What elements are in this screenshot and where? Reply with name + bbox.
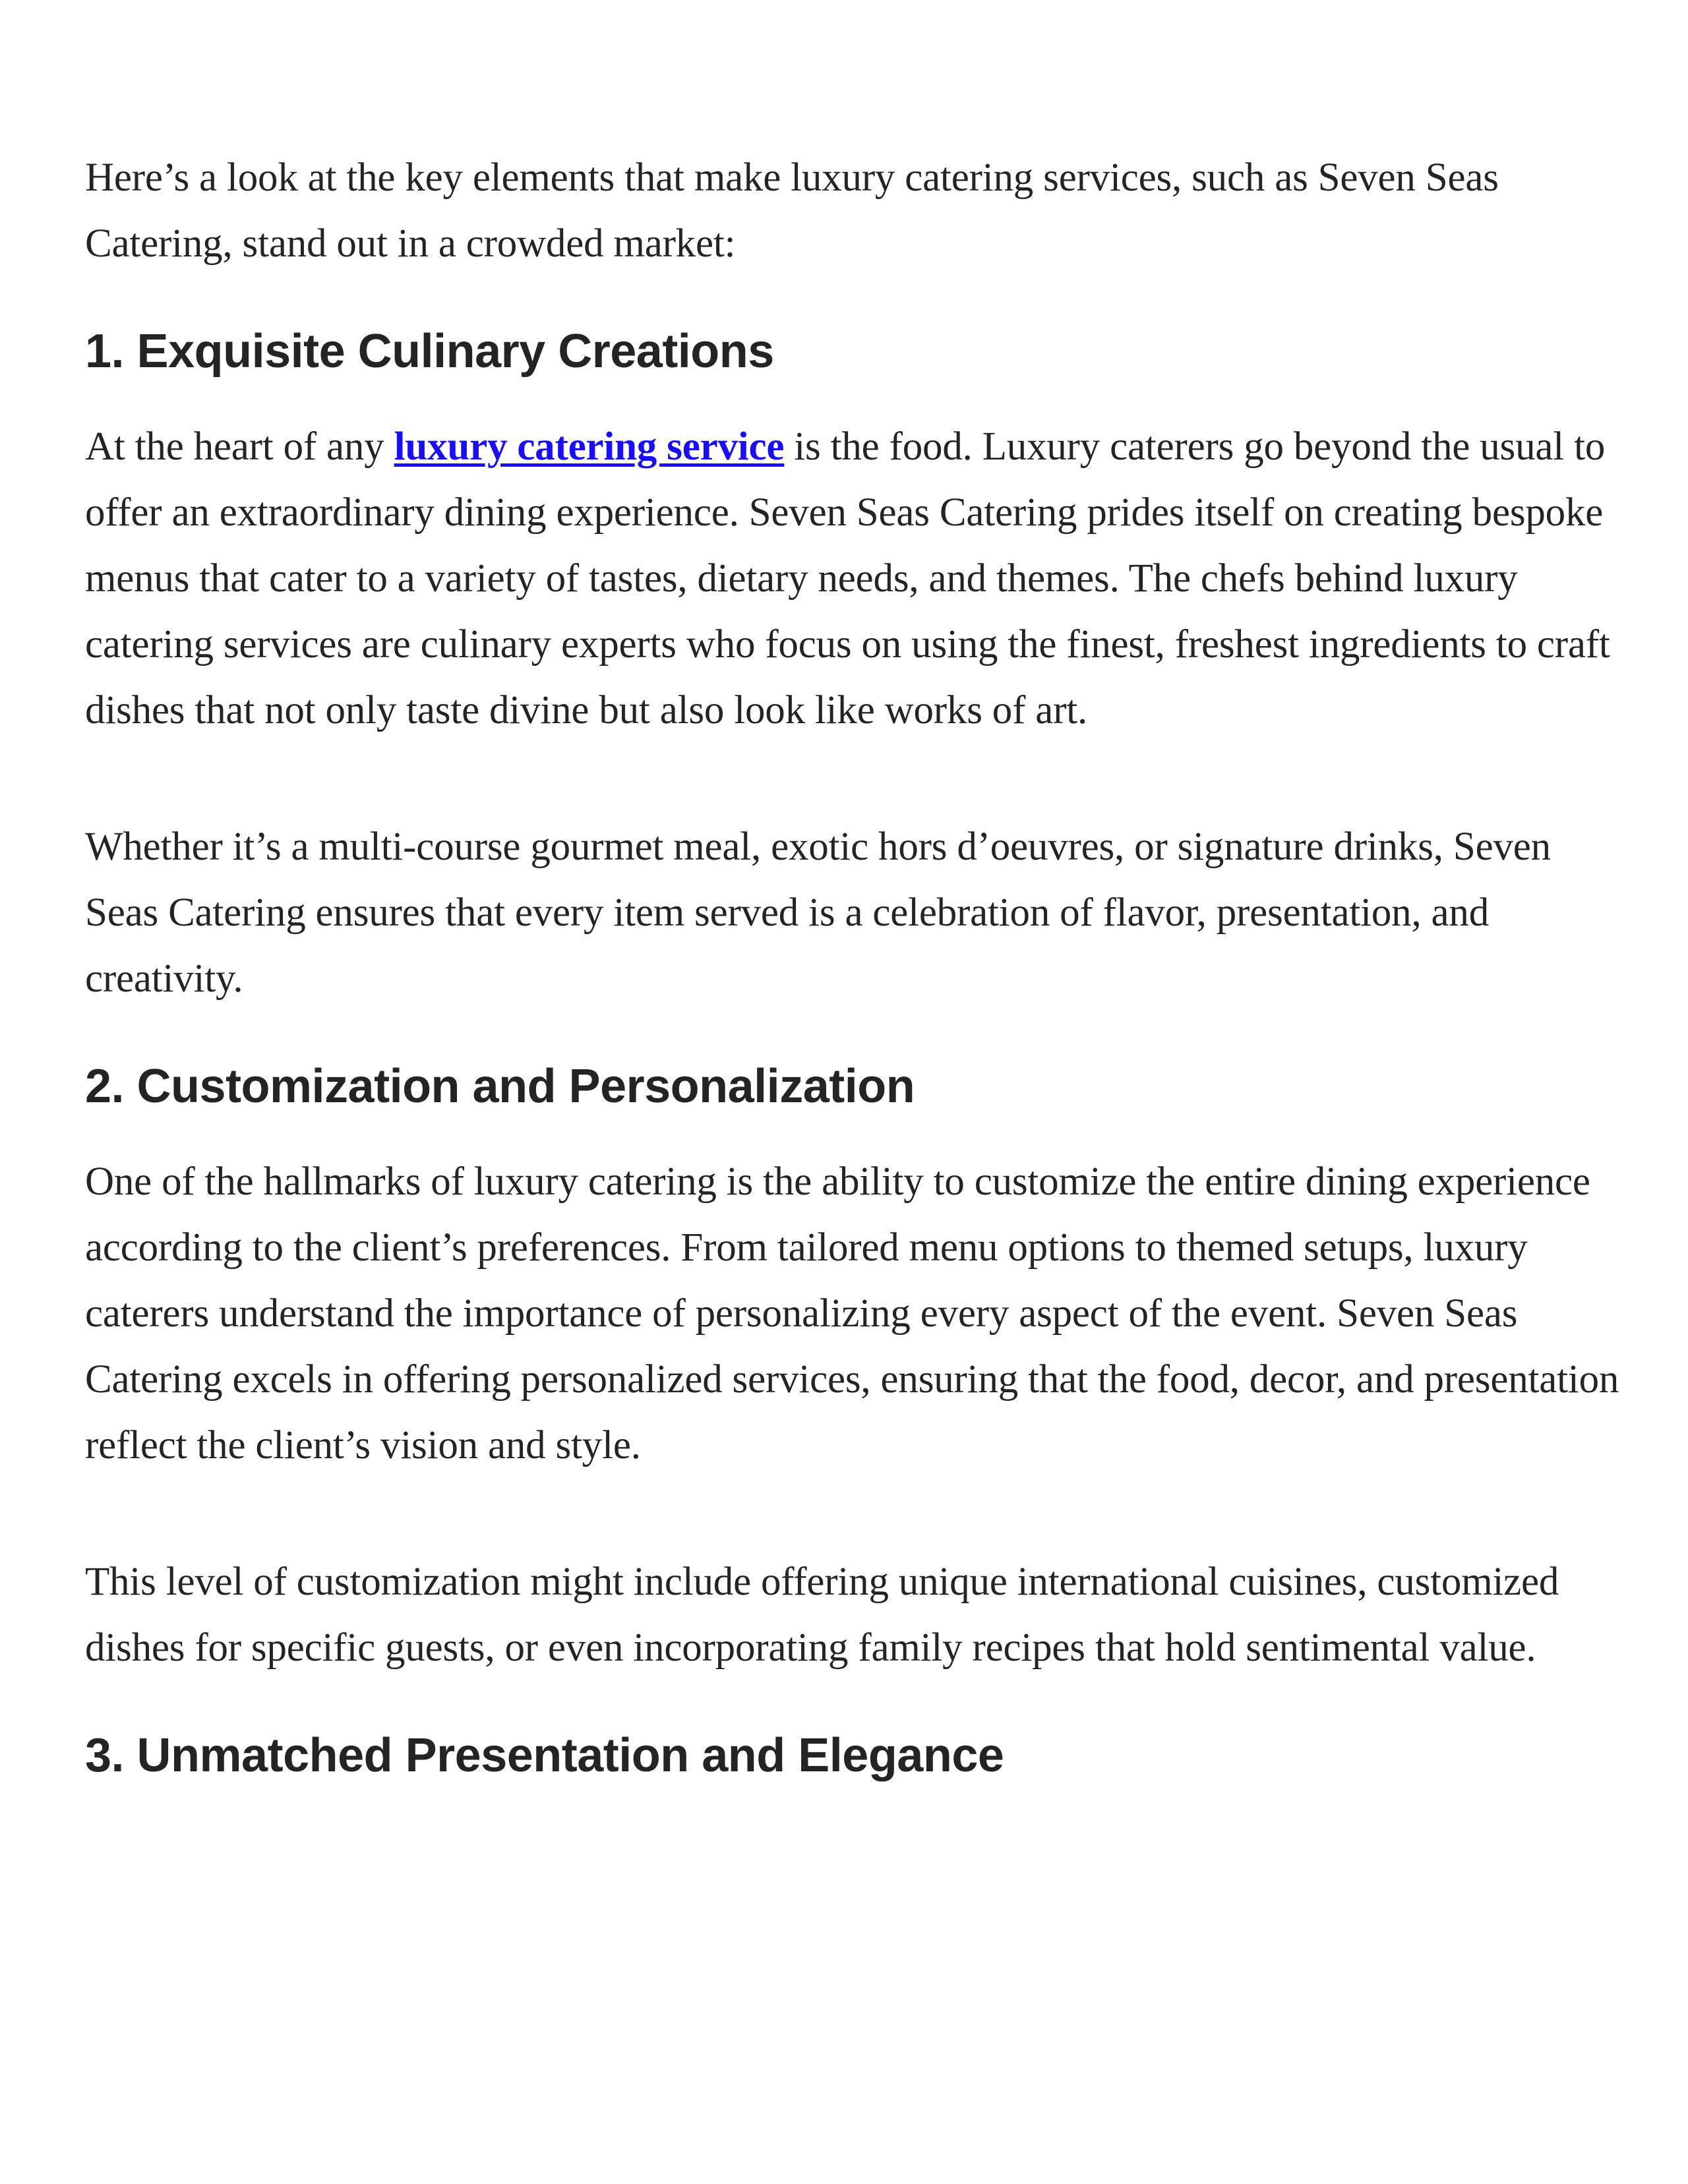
customization-paragraph-1: One of the hallmarks of luxury catering is the ability to customize the entire dining experience according to the client’s preferences. From tailored menu options to themed setups, luxury caterers understand the importance of personalizing every aspect of the event. Seven Seas Catering excels in offering personalized services, ensuring that the food, decor, and presentation reflect the client’s vision and style. xyxy=(85,1160,1619,1467)
section-heading-presentation: 3. Unmatched Presentation and Elegance xyxy=(85,1729,1004,1782)
luxury-catering-service-link[interactable]: luxury catering service xyxy=(394,425,785,469)
article-body xyxy=(85,145,1621,1818)
customization-paragraph-2: This level of customization might include offering unique international cuisines, customized dishes for specific guests, or even incorporating family recipes that hold sentimental value. xyxy=(85,1560,1559,1670)
culinary-paragraph-1-lead: At the heart of any xyxy=(85,425,394,469)
culinary-paragraph-1-rest: is the food. Luxury caterers go beyond the usual to offer an extraordinary dining experience. Seven Seas Catering prides itself on creating bespoke menus that cater to a variety of tastes, dietary needs, and themes. The chefs behind luxury catering services are culinary experts who focus on using the finest, freshest ingredients to craft dishes that not only taste divine but also look like works of art. xyxy=(85,425,1610,732)
section-heading-customization: 2. Customization and Personalization xyxy=(85,1060,915,1113)
culinary-paragraph-1 xyxy=(85,414,1621,744)
section-heading-culinary-creations: 1. Exquisite Culinary Creations xyxy=(85,325,774,378)
culinary-paragraph-2: Whether it’s a multi-course gourmet meal, exotic hors d’oeuvres, or signature drinks, Seven Seas Catering ensures that every item served is a celebration of flavor, presentation, and creativity. xyxy=(85,825,1551,1001)
intro-paragraph: Here’s a look at the key elements that make luxury catering services, such as Seven Seas Catering, stand out in a crowded market: xyxy=(85,156,1499,266)
